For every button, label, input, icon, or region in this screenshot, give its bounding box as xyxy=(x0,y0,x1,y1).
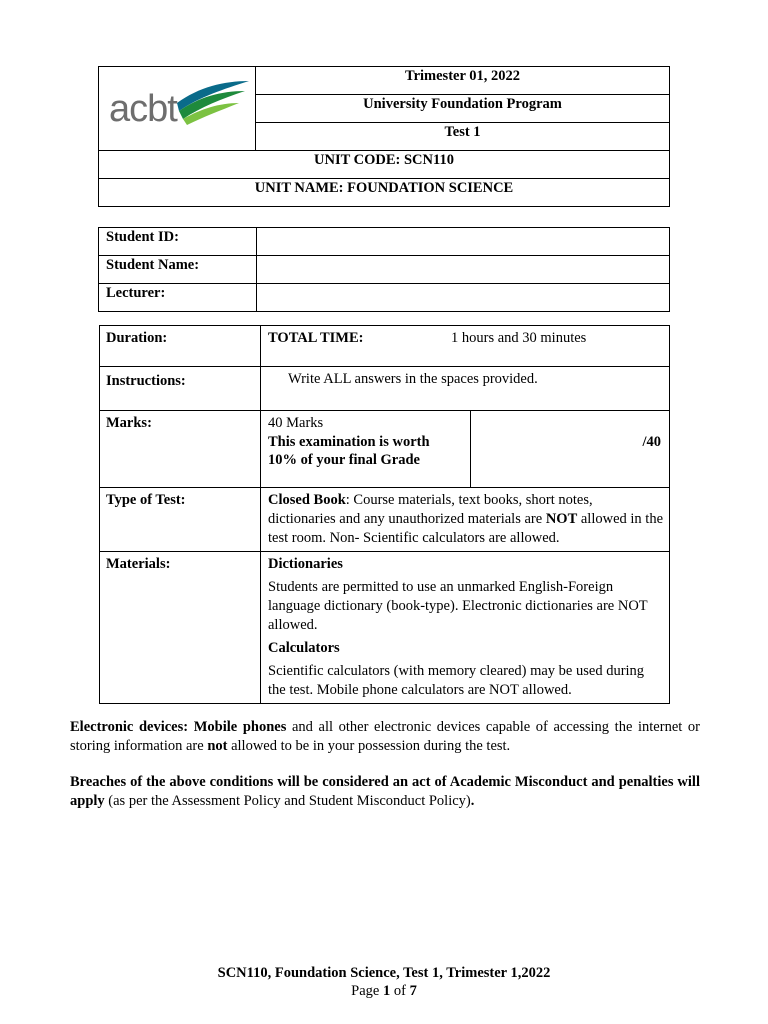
student-id-label: Student ID: xyxy=(99,228,257,256)
duration-cell xyxy=(261,326,670,367)
lecturer-label: Lecturer: xyxy=(99,284,257,312)
type-not: NOT xyxy=(545,511,578,527)
score-box[interactable]: /40 xyxy=(642,434,661,450)
type-text-1: : Course materials, text books, short notes, dictionaries and any unauthorized materials are xyxy=(268,492,593,527)
worth-line-2: 10% of your final Grade xyxy=(268,452,420,468)
page-of: of xyxy=(390,983,410,999)
p1-text-2: allowed to be in your possession during the test. xyxy=(227,738,511,754)
duration-label: Duration: xyxy=(100,326,261,367)
type-cell xyxy=(261,488,670,552)
p2-text: (as per the Assessment Policy and Student Misconduct Policy) xyxy=(104,793,471,809)
program-cell: University Foundation Program xyxy=(256,95,670,123)
student-id-field[interactable] xyxy=(257,228,670,256)
trimester-cell: Trimester 01, 2022 xyxy=(256,67,670,95)
p1-text-1: and all other electronic devices capable of accessing the internet or storing information are xyxy=(70,719,700,754)
worth-line-1: This examination is worth xyxy=(268,434,430,450)
marks-info xyxy=(261,411,471,487)
instructions-label: Instructions: xyxy=(100,367,261,411)
student-name-label: Student Name: xyxy=(99,256,257,284)
page-number xyxy=(0,982,768,1000)
page-total: 7 xyxy=(409,983,417,999)
materials-label: Materials: xyxy=(100,552,261,704)
page-prefix: Page xyxy=(351,983,383,999)
lecturer-field[interactable] xyxy=(257,284,670,312)
instructions-cell xyxy=(261,367,670,411)
marks-value: 40 Marks xyxy=(268,415,324,431)
logo-cell xyxy=(99,67,256,151)
test-cell: Test 1 xyxy=(256,123,670,151)
page-num: 1 xyxy=(382,983,391,999)
logo-text: acbt xyxy=(109,88,177,130)
dictionaries-heading: Dictionaries xyxy=(268,556,343,572)
unit-name-cell: UNIT NAME: FOUNDATION SCIENCE xyxy=(99,179,670,207)
dictionaries-text: Students are permitted to use an unmarked English-Foreign language dictionary (book-type). Electronic dictionaries are NOT allowed. xyxy=(268,579,648,633)
calculators-text: Scientific calculators (with memory cleared) may be used during the test. Mobile phone calculators are NOT allowed. xyxy=(268,663,645,698)
total-time-label: TOTAL TIME: xyxy=(268,330,364,346)
p1-bold: Electronic devices: Mobile phones xyxy=(70,719,287,735)
logo-swoosh-icon xyxy=(99,67,255,147)
materials-cell xyxy=(261,552,670,704)
type-bold: Closed Book xyxy=(268,492,346,508)
instructions-text: Write ALL answers in the spaces provided. xyxy=(288,371,538,387)
electronic-devices-notice xyxy=(70,718,700,756)
unit-code-cell: UNIT CODE: SCN110 xyxy=(99,151,670,179)
misconduct-notice xyxy=(70,773,700,811)
marks-label: Marks: xyxy=(100,411,261,488)
exam-details-table xyxy=(99,325,670,704)
header-table xyxy=(98,66,670,207)
footer-title: SCN110, Foundation Science, Test 1, Trimester 1,2022 xyxy=(217,965,551,981)
p2-end: . xyxy=(470,793,475,809)
student-name-field[interactable] xyxy=(257,256,670,284)
type-text-2: allowed in the test room. Non- Scientific calculators are allowed. xyxy=(268,511,664,546)
p1-not: not xyxy=(207,738,228,754)
student-info-table xyxy=(98,227,670,312)
p2-bold: Breaches of the above conditions will be considered an act of Academic Misconduct and penalties will apply xyxy=(70,774,700,809)
type-label: Type of Test: xyxy=(100,488,261,552)
marks-cell xyxy=(261,411,670,488)
calculators-heading: Calculators xyxy=(268,640,340,656)
total-time-value: 1 hours and 30 minutes xyxy=(451,330,587,346)
acbt-logo xyxy=(99,67,255,147)
